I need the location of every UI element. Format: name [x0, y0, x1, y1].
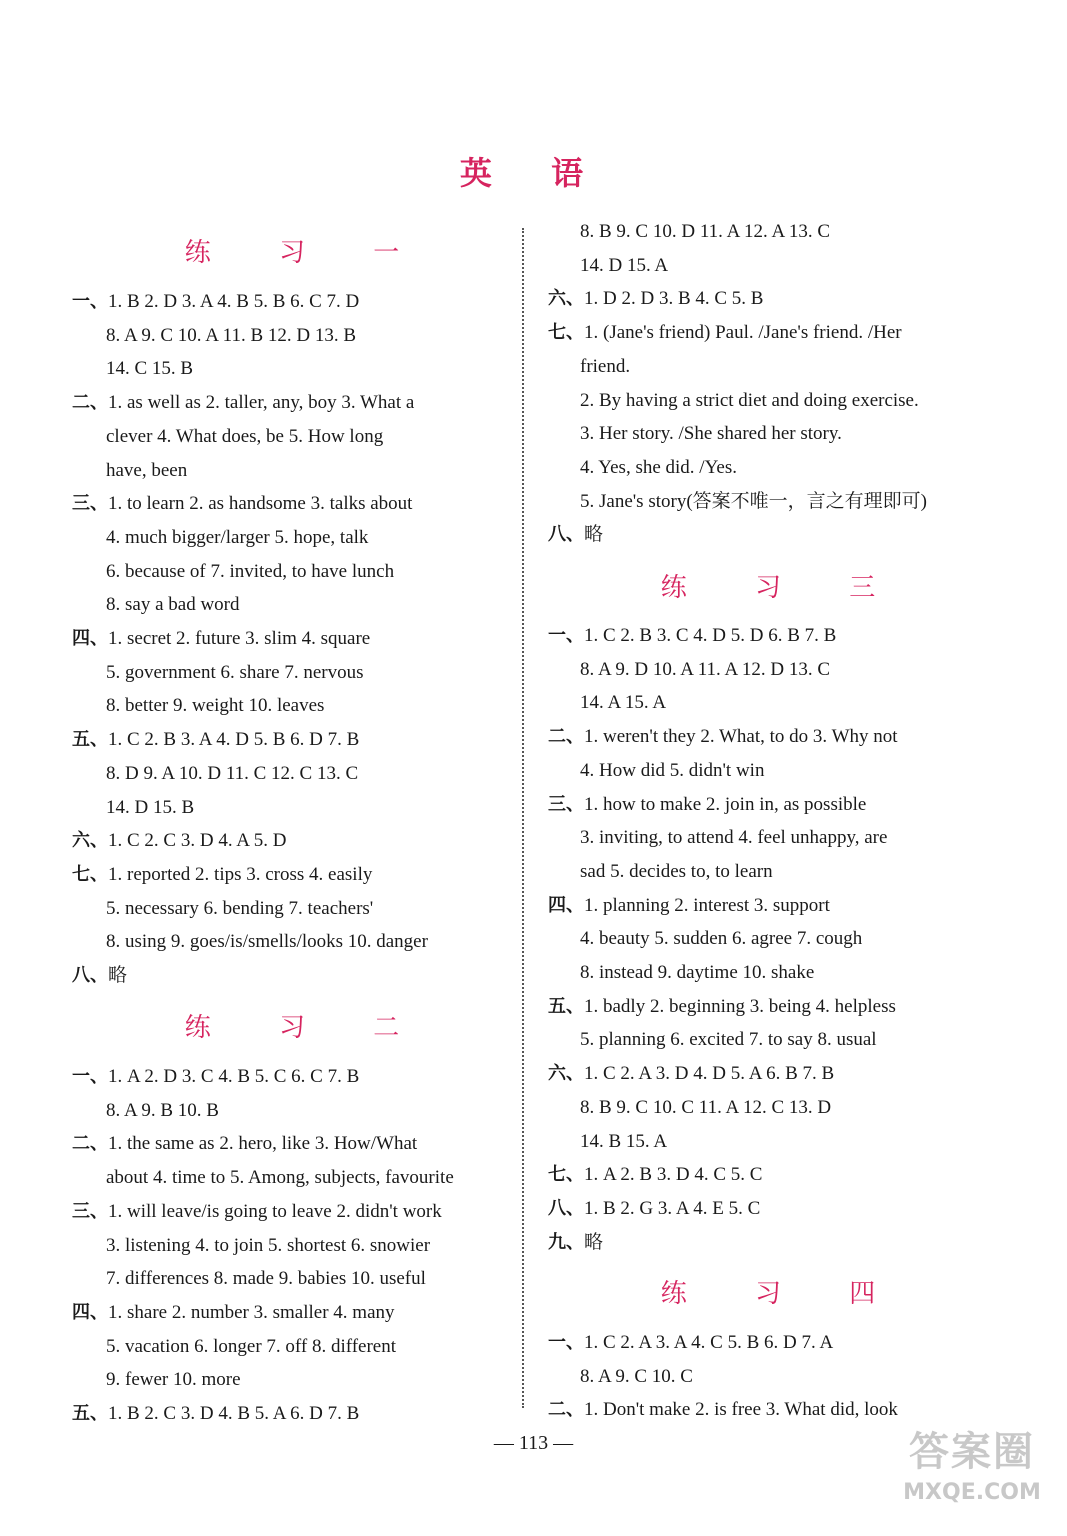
answer-line — [72, 723, 359, 757]
answer-text: 4. much bigger/larger 5. hope, talk — [106, 526, 369, 548]
question-group-label: 六、 — [548, 1063, 584, 1085]
answer-text: 1. Don't make 2. is free 3. What did, look — [584, 1399, 898, 1421]
answer-line — [580, 384, 919, 418]
answer-line — [580, 956, 814, 990]
answer-text: 8. B 9. C 10. D 11. A 12. A 13. C — [580, 221, 831, 242]
answer-line — [106, 319, 356, 353]
answer-text: 1. C 2. B 3. A 4. D 5. B 6. D 7. B — [108, 729, 360, 751]
answer-text: 1. D 2. D 3. B 4. C 5. B — [584, 288, 764, 310]
answer-text: 1. weren't they 2. What, to do 3. Why not — [584, 726, 898, 748]
answer-line — [106, 757, 358, 791]
answer-line — [72, 622, 370, 656]
answer-line — [580, 451, 737, 485]
question-group-label: 五、 — [72, 1403, 108, 1424]
answer-text: 1. B 2. C 3. D 4. B 5. A 6. D 7. B — [108, 1403, 360, 1424]
answer-line — [106, 521, 368, 555]
answer-text: 1. A 2. D 3. C 4. B 5. C 6. C 7. B — [108, 1066, 360, 1087]
question-group-label: 二、 — [72, 1133, 108, 1155]
answer-line — [548, 316, 902, 350]
question-group-label: 四、 — [548, 894, 584, 916]
answer-text: 8. A 9. B 10. B — [106, 1099, 219, 1121]
question-group-label: 六、 — [548, 288, 584, 310]
answer-line — [106, 791, 194, 825]
question-group-label: 三、 — [548, 793, 584, 815]
answer-line — [580, 821, 887, 855]
answer-line — [72, 1127, 417, 1161]
answer-text: 14. A 15. A — [580, 692, 667, 714]
answer-text: 3. Her story. /She shared her story. — [580, 423, 842, 445]
answer-line — [106, 555, 394, 589]
question-group-label: 五、 — [548, 995, 584, 1017]
answer-line — [72, 487, 412, 521]
answer-text: 1. badly 2. beginning 3. being 4. helpless — [584, 995, 896, 1017]
answer-text: 1. share 2. number 3. smaller 4. many — [108, 1301, 395, 1323]
answer-text: 5. planning 6. excited 7. to say 8. usual — [580, 1029, 877, 1051]
answer-text: 略 — [584, 524, 604, 546]
answer-text: 1. B 2. G 3. A 4. E 5. C — [584, 1197, 761, 1219]
question-group-label: 二、 — [72, 392, 108, 414]
answer-text: 9. fewer 10. more — [106, 1369, 241, 1391]
answer-line — [548, 1192, 760, 1226]
watermark-logo — [897, 1426, 1047, 1526]
answer-text: 1. C 2. A 3. D 4. D 5. A 6. B 7. B — [584, 1063, 835, 1085]
answer-text: 8. D 9. A 10. D 11. C 12. C 13. C — [106, 762, 359, 784]
question-group-label: 八、 — [72, 965, 108, 986]
answer-text: 8. A 9. C 10. C — [580, 1365, 693, 1387]
answer-line — [548, 1158, 762, 1192]
answer-text: 1. C 2. A 3. A 4. C 5. B 6. D 7. A — [584, 1332, 834, 1353]
answer-line — [72, 959, 127, 993]
answer-text: 14. B 15. A — [580, 1130, 668, 1152]
answer-text: 1. B 2. D 3. A 4. B 5. B 6. C 7. D — [108, 291, 360, 312]
answer-text: 4. How did 5. didn't win — [580, 759, 765, 781]
answer-text: 2. By having a strict diet and doing exercise. — [580, 389, 919, 411]
question-group-label: 七、 — [548, 1164, 584, 1186]
question-group-label: 四、 — [72, 1301, 108, 1323]
answer-line — [580, 855, 773, 889]
answer-text: 1. A 2. B 3. D 4. C 5. C — [584, 1164, 763, 1186]
answer-text: 4. Yes, she did. /Yes. — [580, 456, 737, 478]
section-heading: 练 习 一 — [184, 238, 430, 268]
answer-line — [106, 892, 373, 926]
answer-text: 7. differences 8. made 9. babies 10. useful — [106, 1268, 426, 1290]
question-group-label: 七、 — [72, 863, 108, 885]
answer-text: 1. (Jane's friend) Paul. /Jane's friend. /Her — [584, 322, 902, 344]
answer-line — [548, 990, 896, 1024]
answer-line — [106, 1262, 426, 1296]
answer-line — [106, 588, 240, 622]
question-group-label: 二、 — [548, 1399, 584, 1421]
answer-line — [72, 824, 286, 858]
answer-line — [548, 1057, 834, 1091]
page-number: — 113 — — [493, 1432, 574, 1454]
answer-line — [106, 1094, 219, 1128]
answer-text: 8. B 9. C 10. C 11. A 12. C 13. D — [580, 1096, 832, 1118]
answer-text: have, been — [106, 459, 188, 481]
answer-text: 14. D 15. B — [106, 796, 195, 818]
question-group-label: 九、 — [548, 1231, 584, 1253]
section-heading: 练 习 四 — [660, 1279, 906, 1309]
answer-text: friend. — [580, 355, 631, 377]
answer-text: 1. as well as 2. taller, any, boy 3. What a — [108, 392, 415, 414]
answer-line — [548, 282, 763, 316]
answer-text: 8. instead 9. daytime 10. shake — [580, 962, 815, 983]
question-group-label: 六、 — [72, 830, 108, 852]
answer-text: 1. reported 2. tips 3. cross 4. easily — [108, 863, 373, 885]
section-heading: 练 习 二 — [184, 1013, 430, 1043]
answer-text: 5. Jane's story(答案不唯一，言之有理即可) — [580, 490, 927, 512]
answer-line — [580, 350, 630, 384]
answer-line — [580, 215, 830, 249]
question-group-label: 一、 — [72, 1066, 108, 1087]
answer-line — [580, 417, 842, 451]
answer-line — [580, 754, 764, 788]
answer-line — [72, 285, 359, 319]
answer-line — [580, 686, 666, 720]
question-group-label: 八、 — [548, 524, 584, 546]
answer-text: 3. inviting, to attend 4. feel unhappy, are — [580, 827, 888, 849]
answer-line — [106, 1229, 430, 1263]
question-group-label: 一、 — [548, 1332, 584, 1353]
answer-line — [548, 889, 830, 923]
answer-line — [580, 653, 830, 687]
answer-text: 8. A 9. C 10. A 11. B 12. D 13. B — [106, 324, 357, 346]
answer-text: 8. A 9. D 10. A 11. A 12. D 13. C — [580, 658, 831, 680]
answer-line — [72, 1397, 359, 1431]
answer-line — [72, 1060, 359, 1094]
question-group-label: 五、 — [72, 729, 108, 751]
answer-text: 8. using 9. goes/is/smells/looks 10. danger — [106, 931, 428, 953]
question-group-label: 四、 — [72, 628, 108, 649]
answer-line — [106, 420, 383, 454]
section-heading: 练 习 三 — [660, 573, 906, 603]
answer-line — [106, 454, 187, 488]
watermark-url: MXQE.COM — [903, 1480, 1041, 1505]
answer-line — [72, 1195, 442, 1229]
answer-text: 3. listening 4. to join 5. shortest 6. snowier — [106, 1234, 431, 1256]
answer-text: 1. C 2. B 3. C 4. D 5. D 6. B 7. B — [584, 625, 837, 646]
answer-text: 略 — [584, 1231, 604, 1253]
answer-line — [548, 1393, 898, 1427]
answer-line — [106, 1330, 396, 1364]
answer-text: 1. to learn 2. as handsome 3. talks about — [108, 493, 413, 515]
answer-line — [580, 922, 862, 956]
question-group-label: 一、 — [548, 625, 584, 646]
answer-text: 1. will leave/is going to leave 2. didn't work — [108, 1200, 442, 1222]
answer-line — [72, 858, 372, 892]
answer-line — [72, 1296, 395, 1330]
answer-text: 14. D 15. A — [580, 254, 669, 276]
question-group-label: 一、 — [72, 291, 108, 312]
answer-text: 1. C 2. C 3. D 4. A 5. D — [108, 830, 287, 852]
answer-text: sad 5. decides to, to learn — [580, 860, 773, 882]
answer-text: 8. better 9. weight 10. leaves — [106, 695, 325, 717]
answer-line — [106, 656, 364, 690]
answer-text: 1. planning 2. interest 3. support — [584, 894, 830, 916]
answer-line — [106, 689, 324, 723]
page-title: 英 语 — [459, 154, 608, 192]
answer-line — [72, 386, 414, 420]
answer-line — [580, 1023, 877, 1057]
answer-text: 1. how to make 2. join in, as possible — [584, 793, 867, 815]
answer-line — [548, 619, 836, 653]
answer-line — [580, 249, 668, 283]
answer-text: 略 — [108, 965, 128, 986]
question-group-label: 八、 — [548, 1197, 584, 1219]
answer-text: 1. the same as 2. hero, like 3. How/What — [108, 1133, 418, 1155]
answer-line — [106, 1161, 454, 1195]
answer-text: 4. beauty 5. sudden 6. agree 7. cough — [580, 928, 863, 950]
answer-text: 8. say a bad word — [106, 594, 240, 616]
answer-text: 6. because of 7. invited, to have lunch — [106, 560, 395, 582]
answer-line — [580, 485, 927, 519]
answer-text: about 4. time to 5. Among, subjects, favourite — [106, 1167, 454, 1189]
question-group-label: 三、 — [72, 1200, 108, 1222]
answer-line — [548, 720, 898, 754]
watermark-text: 答案圈 — [909, 1429, 1035, 1475]
column-divider — [522, 228, 524, 1408]
answer-line — [548, 1226, 603, 1260]
answer-text: 14. C 15. B — [106, 358, 194, 380]
question-group-label: 七、 — [548, 322, 584, 344]
answer-text: 5. government 6. share 7. nervous — [106, 661, 364, 683]
answer-line — [106, 925, 428, 959]
answer-line — [106, 352, 193, 386]
answer-line — [580, 1360, 693, 1394]
answer-line — [548, 788, 866, 822]
answer-line — [548, 518, 603, 552]
answer-line — [580, 1125, 667, 1159]
answer-text: 5. necessary 6. bending 7. teachers' — [106, 897, 374, 919]
answer-text: 1. secret 2. future 3. slim 4. square — [108, 628, 371, 649]
answer-line — [106, 1363, 241, 1397]
answer-text: 5. vacation 6. longer 7. off 8. different — [106, 1335, 397, 1357]
answer-line — [580, 1091, 831, 1125]
answer-text: clever 4. What does, be 5. How long — [106, 425, 384, 447]
question-group-label: 三、 — [72, 493, 108, 515]
question-group-label: 二、 — [548, 726, 584, 748]
answer-line — [548, 1326, 833, 1360]
